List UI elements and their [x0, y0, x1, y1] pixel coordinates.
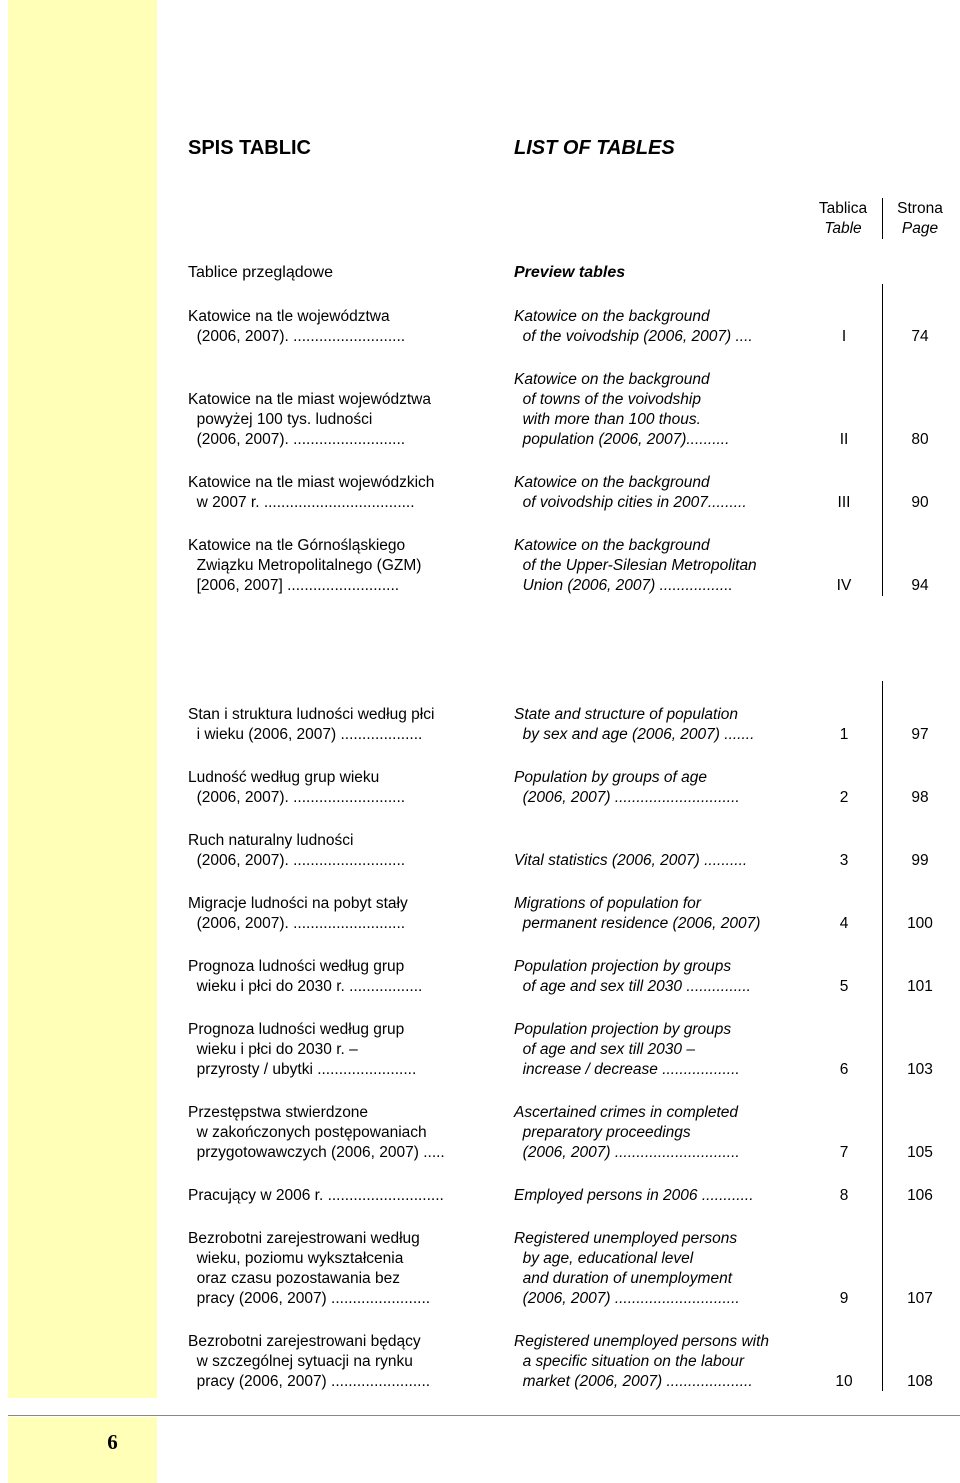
- page-title-en: LIST OF TABLES: [514, 137, 675, 159]
- entry-title-pl: Katowice na tle miast województwa powyżej 100 tys. ludności (2006, 2007). ..........................: [188, 391, 431, 448]
- column-header-table-en: Table: [824, 220, 862, 237]
- table-number: 1: [839, 726, 849, 743]
- table-number: 7: [839, 1144, 849, 1161]
- entry-title-pl: Katowice na tle województwa (2006, 2007). ..........................: [188, 308, 406, 345]
- entry-title-pl: Bezrobotni zarejestrowani według wieku, poziomu wykształcenia oraz czasu pozostawania bez pracy (2006, 2007) .......................: [188, 1230, 431, 1307]
- page-number: 6: [107, 1430, 118, 1454]
- page-reference: 101: [907, 978, 933, 995]
- section-title-pl: Tablice przeglądowe: [188, 264, 333, 281]
- table-number: IV: [836, 577, 852, 594]
- entry-title-pl: Przestępstwa stwierdzone w zakończonych postępowaniach przygotowawczych (2006, 2007) .....: [188, 1104, 445, 1161]
- column-header-page: [885, 199, 955, 239]
- column-header-table: [806, 199, 880, 239]
- page-title-pl: SPIS TABLIC: [188, 137, 311, 159]
- page-reference: 94: [911, 577, 929, 594]
- column-divider-tables: [882, 681, 883, 1391]
- column-header-page-pl: Strona: [897, 200, 943, 217]
- table-number: III: [837, 494, 851, 511]
- entry-title-pl: Ludność według grup wieku (2006, 2007). ..........................: [188, 769, 406, 806]
- entry-title-pl: Katowice na tle miast wojewódzkich w 2007 r. ...................................: [188, 474, 435, 511]
- entry-title-en: State and structure of population by sex and age (2006, 2007) .......: [514, 706, 755, 743]
- entry-title-en: Vital statistics (2006, 2007) ..........: [514, 852, 748, 869]
- entry-title-en: Ascertained crimes in completed preparatory proceedings (2006, 2007) .............................: [514, 1104, 740, 1161]
- table-number: 5: [839, 978, 849, 995]
- page-reference: 90: [911, 494, 929, 511]
- column-header-page-en: Page: [901, 220, 939, 237]
- table-number: 10: [835, 1373, 853, 1390]
- table-number: 3: [839, 852, 849, 869]
- entry-title-pl: Pracujący w 2006 r. ...........................: [188, 1187, 444, 1204]
- entry-title-pl: Ruch naturalny ludności (2006, 2007). ..........................: [188, 832, 406, 869]
- page-reference: 97: [911, 726, 929, 743]
- table-number: II: [839, 431, 849, 448]
- page-reference: 105: [907, 1144, 933, 1161]
- page-reference: 74: [911, 328, 929, 345]
- table-number: I: [841, 328, 847, 345]
- page-reference: 108: [907, 1373, 933, 1390]
- entry-title-en: Katowice on the background of towns of the voivodship with more than 100 thous. population (2006, 2007)..........: [514, 371, 730, 448]
- entry-title-en: Migrations of population for permanent residence (2006, 2007): [514, 895, 761, 932]
- entry-title-en: Katowice on the background of the Upper-Silesian Metropolitan Union (2006, 2007) .................: [514, 537, 757, 594]
- entry-title-pl: Stan i struktura ludności według płci i wieku (2006, 2007) ...................: [188, 706, 435, 743]
- page-reference: 107: [907, 1290, 933, 1307]
- column-header-table-pl: Tablica: [818, 200, 868, 217]
- entry-title-pl: Prognoza ludności według grup wieku i płci do 2030 r. .................: [188, 958, 423, 995]
- footer-divider: [8, 1415, 960, 1416]
- table-number: 8: [839, 1187, 849, 1204]
- entry-title-en: Registered unemployed persons by age, educational level and duration of unemployment (2006, 2007) .............................: [514, 1230, 740, 1307]
- section-title-en: Preview tables: [514, 264, 626, 281]
- page-reference: 100: [907, 915, 933, 932]
- entry-title-pl: Prognoza ludności według grup wieku i płci do 2030 r. – przyrosty / ubytki .......................: [188, 1021, 417, 1078]
- page-reference: 103: [907, 1061, 933, 1078]
- entry-title-en: Population projection by groups of age and sex till 2030 – increase / decrease ..................: [514, 1021, 740, 1078]
- entry-title-pl: Migracje ludności na pobyt stały (2006, 2007). ..........................: [188, 895, 408, 932]
- table-number: 2: [839, 789, 849, 806]
- page-reference: 99: [911, 852, 929, 869]
- page-reference: 106: [907, 1187, 933, 1204]
- table-number: 9: [839, 1290, 849, 1307]
- entry-title-en: Registered unemployed persons with a specific situation on the labour market (2006, 2007) ....................: [514, 1333, 770, 1390]
- entry-title-en: Population projection by groups of age and sex till 2030 ...............: [514, 958, 751, 995]
- table-number: 4: [839, 915, 849, 932]
- entry-title-en: Katowice on the background of voivodship cities in 2007.........: [514, 474, 747, 511]
- column-divider-overview: [882, 284, 883, 596]
- entry-title-en: Katowice on the background of the voivodship (2006, 2007) ....: [514, 308, 753, 345]
- entry-title-en: Population by groups of age (2006, 2007) .............................: [514, 769, 740, 806]
- page-reference: 98: [911, 789, 929, 806]
- entry-title-pl: Bezrobotni zarejestrowani będący w szczególnej sytuacji na rynku pracy (2006, 2007) .......................: [188, 1333, 431, 1390]
- column-divider-header: [882, 198, 883, 239]
- page-reference: 80: [911, 431, 929, 448]
- sidebar-band: [8, 0, 157, 1398]
- entry-title-en: Employed persons in 2006 ............: [514, 1187, 754, 1204]
- entry-title-pl: Katowice na tle Górnośląskiego Związku Metropolitalnego (GZM) [2006, 2007] ..........................: [188, 537, 422, 594]
- table-number: 6: [839, 1061, 849, 1078]
